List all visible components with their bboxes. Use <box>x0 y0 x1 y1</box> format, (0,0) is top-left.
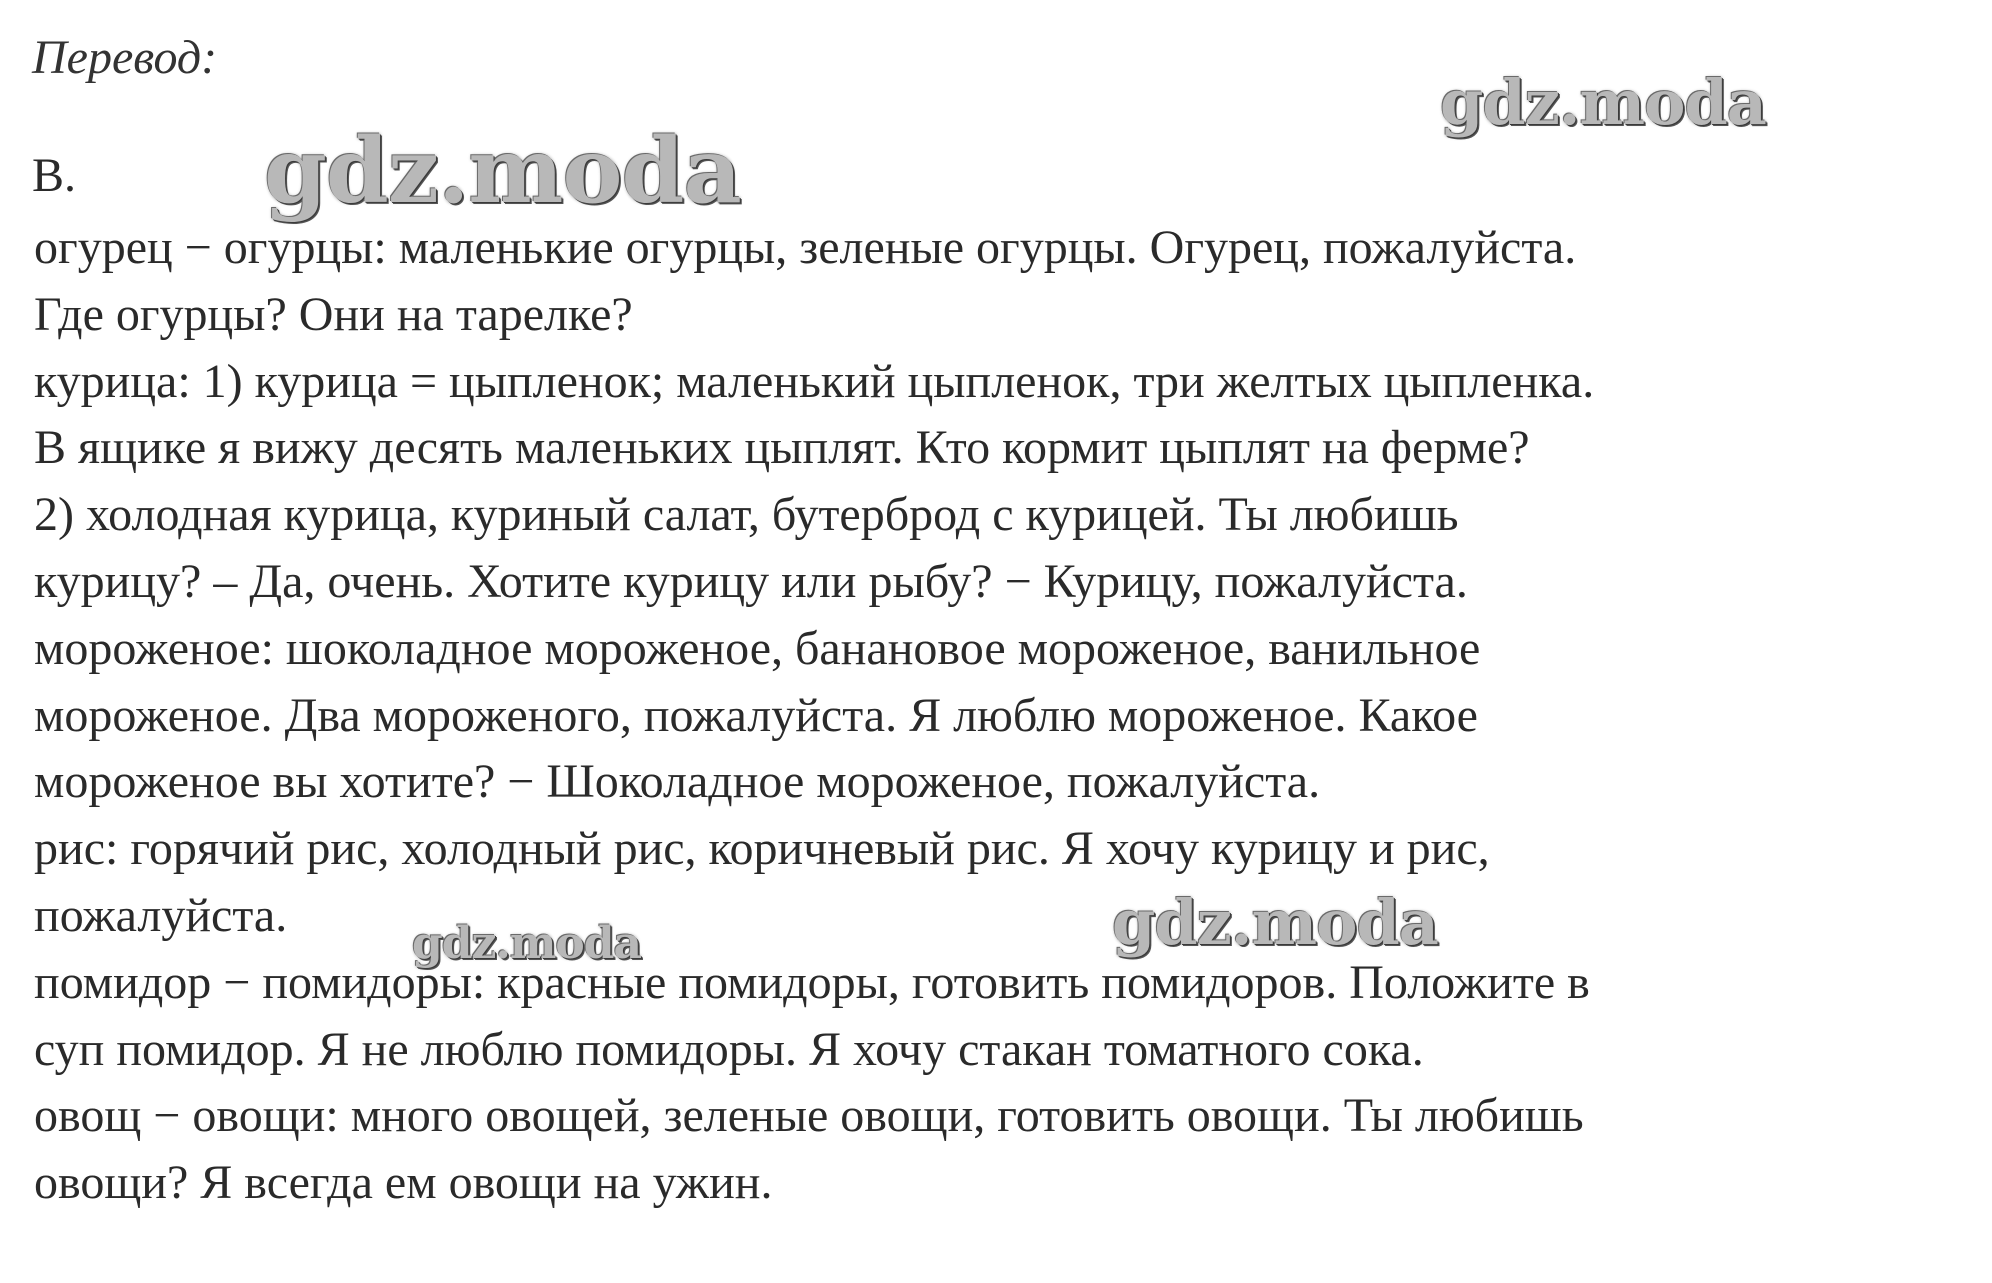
text-line: рис: горячий рис, холодный рис, коричневый рис. Я хочу курицу и рис, <box>34 822 1490 876</box>
section-label: B. <box>32 149 77 202</box>
text-body <box>34 215 1594 1217</box>
text-line: овощи? Я всегда ем овощи на ужин. <box>34 1156 773 1210</box>
watermark: gdz.moda <box>1112 886 1438 959</box>
watermark: gdz.moda <box>1440 66 1766 139</box>
watermark: gdz.moda <box>264 118 741 224</box>
text-line: овощ − овощи: много овощей, зеленые овощи, готовить овощи. Ты любишь <box>34 1089 1584 1143</box>
translation-heading: Перевод: <box>32 31 218 84</box>
text-line: мороженое: шоколадное мороженое, банановое мороженое, ванильное <box>34 621 1481 675</box>
text-line: мороженое вы хотите? − Шоколадное мороженое, пожалуйста. <box>34 755 1321 809</box>
text-line: помидор − помидоры: красные помидоры, готовить помидоров. Положите в <box>34 955 1590 1009</box>
text-line: Где огурцы? Они на тарелке? <box>34 287 633 341</box>
text-line: огурец − огурцы: маленькие огурцы, зеленые огурцы. Огурец, пожалуйста. <box>34 221 1577 274</box>
text-line: пожалуйста. <box>34 888 288 942</box>
text-line: курица: 1) курица = цыпленок; маленький цыпленок, три желтых цыпленка. <box>34 354 1595 408</box>
watermark: gdz.moda <box>412 918 642 969</box>
text-line: В ящике я вижу десять маленьких цыплят. Кто кормит цыплят на ферме? <box>34 421 1530 475</box>
text-line: 2) холодная курица, куриный салат, бутерброд с курицей. Ты любишь <box>34 488 1459 542</box>
text-line: курицу? – Да, очень. Хотите курицу или рыбу? − Курицу, пожалуйста. <box>34 554 1468 608</box>
text-line: суп помидор. Я не люблю помидоры. Я хочу стакан томатного сока. <box>34 1022 1424 1076</box>
text-line: мороженое. Два мороженого, пожалуйста. Я люблю мороженое. Какое <box>34 688 1478 742</box>
